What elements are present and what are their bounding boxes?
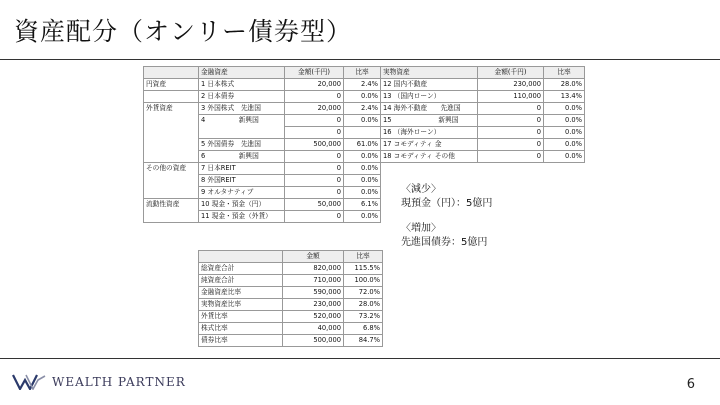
label-cell: 実物資産比率 [199,299,283,311]
item-cell: 13 （国内ローン） [381,91,478,103]
header-cell: 金額(千円) [285,67,344,79]
item-cell: 10 現金・預金（円） [199,199,285,211]
ratio-cell: 0.0% [344,115,381,127]
label-cell: 外貨比率 [199,311,283,323]
item-cell: 6 新興国 [199,151,285,163]
ratio-cell: 0.0% [544,115,585,127]
ratio-cell: 61.0% [344,139,381,151]
category-cell [144,115,199,127]
amount-cell: 20,000 [285,103,344,115]
header-cell: 比率 [544,67,585,79]
category-cell [144,91,199,103]
increase-note [401,222,487,250]
category-cell [144,187,199,199]
amount-cell: 0 [285,163,344,175]
ratio-cell: 0.0% [544,151,585,163]
amount-cell: 500,000 [283,335,344,347]
ratio-cell: 0.0% [544,139,585,151]
label-cell: 金融資産比率 [199,287,283,299]
header-cell: 金額 [283,251,344,263]
table-row [144,127,585,139]
amount-cell: 0 [285,127,344,139]
label-cell: 債券比率 [199,335,283,347]
ratio-cell: 0.0% [344,187,381,199]
ratio-cell: 0.0% [544,103,585,115]
ratio-cell: 0.0% [344,91,381,103]
decrease-note [401,183,492,211]
item-cell: 15 新興国 [381,115,478,127]
item-cell: 1 日本株式 [199,79,285,91]
table-row [199,263,383,275]
amount-cell: 820,000 [283,263,344,275]
logo-text: WEALTH PARTNER [52,375,186,389]
amount-cell: 0 [285,211,344,223]
table-header-row [144,67,585,79]
category-cell: 流動性資産 [144,199,199,211]
footer-divider [0,358,720,359]
ratio-cell: 0.0% [544,127,585,139]
ratio-cell: 0.0% [344,175,381,187]
table-row [144,79,585,91]
table-row [144,163,585,175]
header-cell: 金額(千円) [478,67,544,79]
ratio-cell: 0.0% [344,163,381,175]
amount-cell: 110,000 [478,91,544,103]
header-cell: 比率 [344,251,383,263]
decrease-text: 現預金（円）：5億円 [401,198,493,209]
table-row [144,91,585,103]
amount-cell: 0 [478,115,544,127]
item-cell: 11 現金・預金（外貨） [199,211,285,223]
table-row [199,311,383,323]
ratio-cell: 2.4% [344,79,381,91]
amount-cell: 0 [285,91,344,103]
ratio-cell: 28.0% [544,79,585,91]
title-divider [0,59,720,60]
ratio-cell: 0.0% [344,151,381,163]
company-logo [12,374,186,390]
header-cell: 実物資産 [381,67,478,79]
item-cell: 14 海外不動産 先進国 [381,103,478,115]
table-row [199,323,383,335]
page-title: 資産配分（オンリー債券型） [14,17,353,46]
table-header-row [199,251,383,263]
amount-cell: 0 [478,103,544,115]
header-cell: 比率 [344,67,381,79]
page-number: 6 [686,377,695,392]
wealth-partner-logo-icon [12,374,46,390]
category-cell: その他の資産 [144,163,199,175]
ratio-cell: 73.2% [344,311,383,323]
decrease-heading: 〈減少〉 [401,184,441,195]
ratio-cell: 13.4% [544,91,585,103]
category-cell [144,151,199,163]
summary-table [198,250,383,347]
amount-cell: 230,000 [478,79,544,91]
table-row [144,151,585,163]
amount-cell: 520,000 [283,311,344,323]
item-cell: 8 外国REIT [199,175,285,187]
ratio-cell: 6.1% [344,199,381,211]
increase-text: 先進国債券：5億円 [401,237,488,248]
table-row [144,139,585,151]
amount-cell: 710,000 [283,275,344,287]
table-row [199,299,383,311]
label-cell: 株式比率 [199,323,283,335]
category-cell: 円資産 [144,79,199,91]
item-cell: 3 外国株式 先進国 [199,103,285,115]
table-row [199,287,383,299]
ratio-cell: 100.0% [344,275,383,287]
amount-cell: 500,000 [285,139,344,151]
item-cell: 9 オルタナティブ [199,187,285,199]
item-cell [199,127,285,139]
increase-heading: 〈増加〉 [401,223,441,234]
amount-cell: 0 [285,115,344,127]
amount-cell: 50,000 [285,199,344,211]
amount-cell: 40,000 [283,323,344,335]
amount-cell: 230,000 [283,299,344,311]
ratio-cell: 28.0% [344,299,383,311]
amount-cell: 0 [285,151,344,163]
category-cell [144,211,199,223]
ratio-cell: 115.5% [344,263,383,275]
label-cell: 総資産合計 [199,263,283,275]
amount-cell: 0 [478,127,544,139]
item-cell: 7 日本REIT [199,163,285,175]
header-cell: 金融資産 [199,67,285,79]
category-cell [144,175,199,187]
ratio-cell: 0.0% [344,211,381,223]
ratio-cell: 84.7% [344,335,383,347]
header-cell [144,67,199,79]
amount-cell: 590,000 [283,287,344,299]
item-cell: 4 新興国 [199,115,285,127]
header-cell [199,251,283,263]
category-cell [144,139,199,151]
table-row [144,103,585,115]
item-cell: 2 日本債券 [199,91,285,103]
ratio-cell: 72.0% [344,287,383,299]
amount-cell: 0 [285,175,344,187]
ratio-cell [344,127,381,139]
item-cell: 18 コモディティ その他 [381,151,478,163]
amount-cell: 0 [478,139,544,151]
table-row [144,115,585,127]
item-cell: 12 国内不動産 [381,79,478,91]
ratio-cell: 6.8% [344,323,383,335]
item-cell: 16 （海外ローン） [381,127,478,139]
item-cell: 5 外国債券 先進国 [199,139,285,151]
amount-cell: 0 [478,151,544,163]
ratio-cell: 2.4% [344,103,381,115]
asset-allocation-table [143,66,585,223]
amount-cell: 20,000 [285,79,344,91]
category-cell: 外貨資産 [144,103,199,115]
category-cell [144,127,199,139]
table-row [199,335,383,347]
item-cell: 17 コモディティ 金 [381,139,478,151]
table-row [199,275,383,287]
amount-cell: 0 [285,187,344,199]
label-cell: 純資産合計 [199,275,283,287]
